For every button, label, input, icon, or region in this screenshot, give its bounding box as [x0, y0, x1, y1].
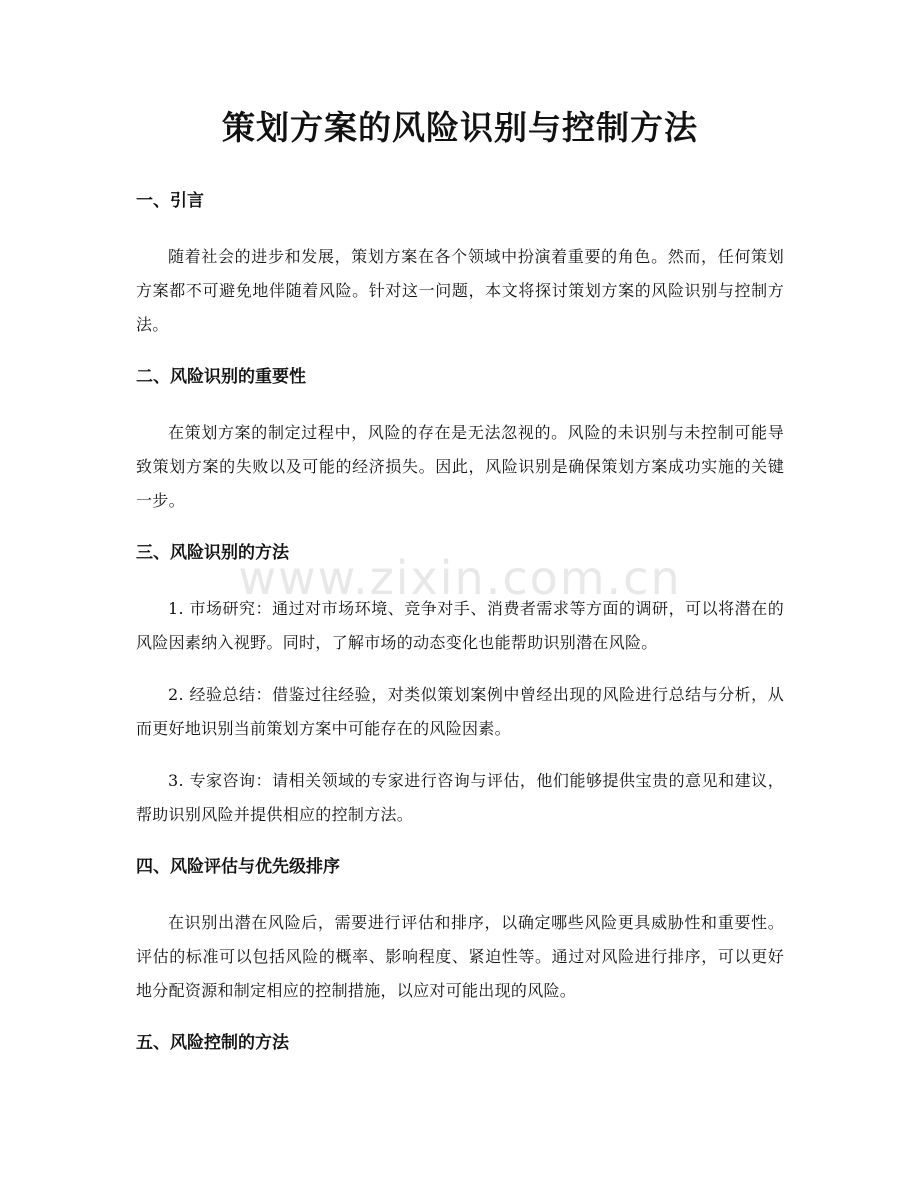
- paragraph-market-research: 1. 市场研究：通过对市场环境、竞争对手、消费者需求等方面的调研，可以将潜在的风险因素纳入视野。同时，了解市场的动态变化也能帮助识别潜在风险。: [136, 599, 784, 652]
- paragraph-importance: 在策划方案的制定过程中，风险的存在是无法忽视的。风险的未识别与未控制可能导致策划方案的失败以及可能的经济损失。因此，风险识别是确保策划方案成功实施的关键一步。: [136, 423, 784, 510]
- section-heading-identification-methods: 三、风险识别的方法: [136, 543, 289, 563]
- paragraph-experience-summary: 2. 经验总结：借鉴过往经验，对类似策划案例中曾经出现的风险进行总结与分析，从而更好地识别当前策划方案中可能存在的风险因素。: [136, 685, 784, 738]
- paragraph-expert-consulting: 3. 专家咨询：请相关领域的专家进行咨询与评估，他们能够提供宝贵的意见和建议，帮助识别风险并提供相应的控制方法。: [136, 771, 784, 824]
- paragraph-intro: 随着社会的进步和发展，策划方案在各个领域中扮演着重要的角色。然而，任何策划方案都不可避免地伴随着风险。针对这一问题，本文将探讨策划方案的风险识别与控制方法。: [136, 247, 784, 334]
- section-heading-control-methods: 五、风险控制的方法: [136, 1033, 289, 1053]
- section-heading-intro: 一、引言: [136, 191, 204, 211]
- section-heading-importance: 二、风险识别的重要性: [136, 367, 306, 387]
- page-title: 策划方案的风险识别与控制方法: [222, 108, 698, 147]
- document-body: [136, 188, 784, 1056]
- paragraph-assessment: 在识别出潜在风险后，需要进行评估和排序，以确定哪些风险更具威胁性和重要性。评估的标准可以包括风险的概率、影响程度、紧迫性等。通过对风险进行排序，可以更好地分配资源和制定相应的控制措施，以应对可能出现的风险。: [136, 913, 784, 1000]
- section-heading-assessment: 四、风险评估与优先级排序: [136, 857, 340, 877]
- watermark-text: www.zixin.com.cn: [238, 551, 682, 605]
